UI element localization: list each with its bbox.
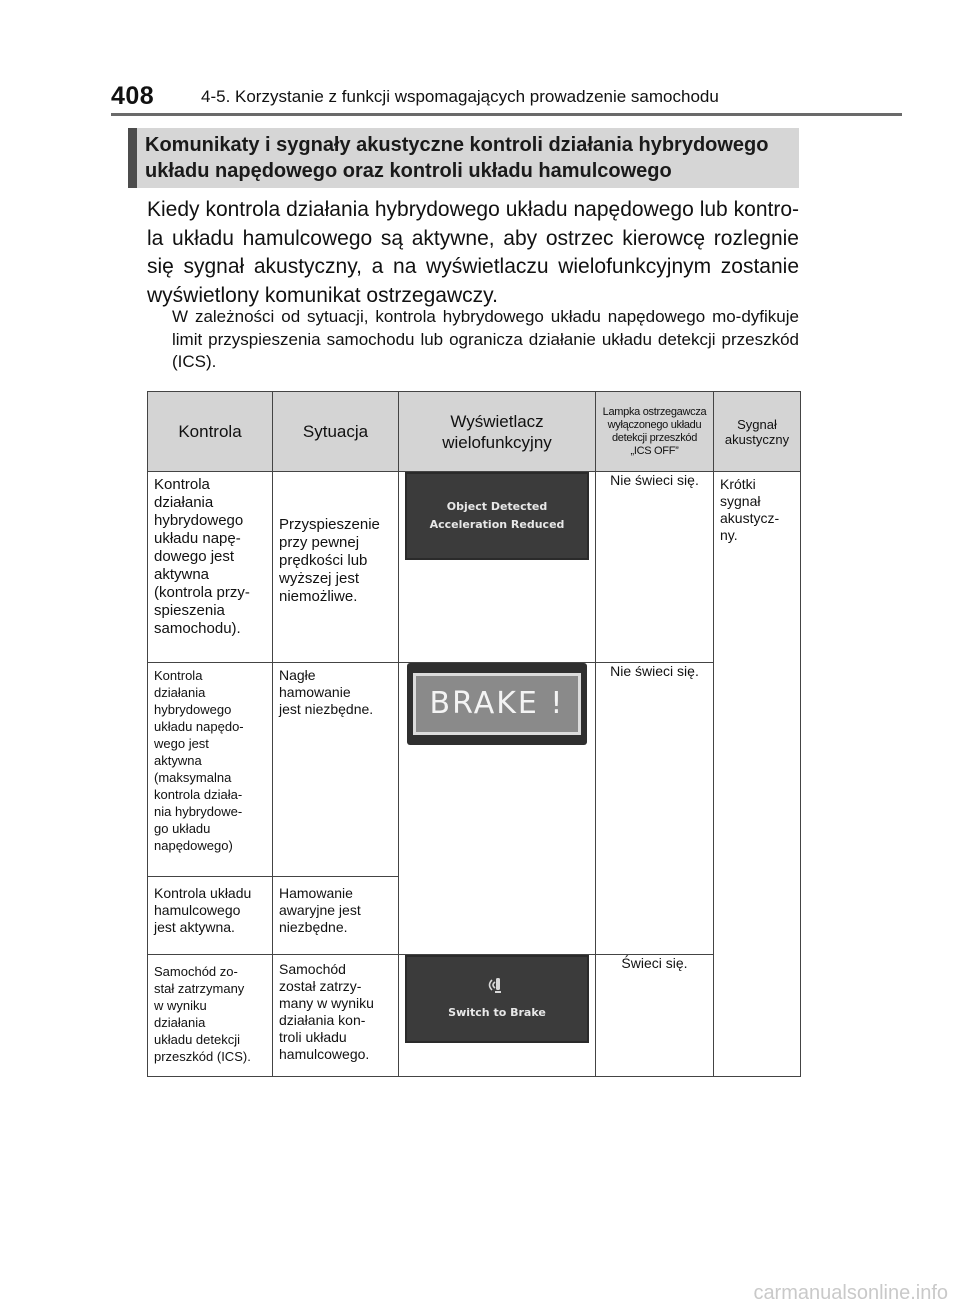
header-lamp-line3: detekcji przeszkód xyxy=(611,431,698,444)
row1-sytuacja-line: wyższej jest xyxy=(279,570,360,587)
row3-sytuacja xyxy=(273,877,399,955)
row2-sytuacja-line: Nagłe xyxy=(279,667,316,683)
display-brake xyxy=(407,663,587,745)
row1-sytuacja xyxy=(273,472,399,663)
row1-kontrola-line: spieszenia xyxy=(154,602,225,619)
display-object-detected-line1: Object Detected xyxy=(446,500,548,513)
watermark: carmanualsonline.info xyxy=(753,1282,948,1304)
row1-kontrola-line: układu napę- xyxy=(154,530,241,547)
row4-kontrola-line: stał zatrzymany xyxy=(154,981,245,996)
row3-kontrola-line: hamulcowego xyxy=(154,902,241,918)
sound-line: sygnał xyxy=(720,493,761,509)
row2-sytuacja-line: jest niezbędne. xyxy=(279,701,374,717)
row4-sytuacja-line: Samochód xyxy=(279,961,346,977)
row3-sytuacja-line: awaryjne jest xyxy=(279,902,361,918)
header-display-line2: wielofunkcyjny xyxy=(442,432,552,452)
row2-kontrola xyxy=(148,663,273,877)
row1-kontrola-line: samochodu). xyxy=(154,620,241,637)
row2-kontrola-line: kontrola działa- xyxy=(154,787,243,802)
control-messages-table xyxy=(147,391,801,1077)
row4-kontrola xyxy=(148,955,273,1077)
row1-sytuacja-line: Przyspieszenie xyxy=(279,516,380,533)
row3-sytuacja-line: Hamowanie xyxy=(279,885,353,901)
section-title-line2: układu napędowego oraz kontroli układu hamulcowego xyxy=(145,160,672,182)
display-switch-to-brake xyxy=(405,955,589,1043)
row2-kontrola-line: go układu xyxy=(154,821,211,836)
row1-kontrola-line: (kontrola przy- xyxy=(154,584,250,601)
row1-display xyxy=(399,472,596,663)
row3-sytuacja-line: niezbędne. xyxy=(279,919,348,935)
row4-lamp xyxy=(596,955,714,1077)
row2-sytuacja-line: hamowanie xyxy=(279,684,351,700)
row2-lamp xyxy=(596,663,714,955)
header-lamp-line2: wyłączonego układu xyxy=(607,418,702,431)
row4-kontrola-line: Samochód zo- xyxy=(154,964,238,979)
row2-kontrola-line: aktywna xyxy=(154,753,202,768)
header-sytuacja: Sytuacja xyxy=(273,392,399,472)
row2-kontrola-line: wego jest xyxy=(154,736,209,751)
row4-sytuacja-line: działania kon- xyxy=(279,1012,366,1028)
row2-kontrola-line: hybrydowego xyxy=(154,702,232,717)
table-row xyxy=(148,955,801,1077)
note-paragraph: W zależności od sytuacji, kontrola hybrydowego układu napędowego mo-dyfikuje limit przyspieszenia samochodu lub ogranicza działanie układu detekcji przeszkód (ICS). xyxy=(172,307,799,371)
header-display-line1: Wyświetlacz xyxy=(450,411,544,431)
header-lamp-line4: „ICS OFF” xyxy=(630,444,679,457)
sound-line: Krótki xyxy=(720,476,756,492)
row2-kontrola-line: Kontrola xyxy=(154,668,203,683)
row3-kontrola-line: Kontrola układu xyxy=(154,885,252,901)
chapter-title: 4-5. Korzystanie z funkcji wspomagających prowadzenie samochodu xyxy=(201,87,719,106)
row4-sytuacja-line: hamulcowego. xyxy=(279,1046,370,1062)
row4-sytuacja-line: many w wyniku xyxy=(279,995,374,1011)
display-switch-to-brake-text: Switch to Brake xyxy=(448,1006,546,1019)
row4-sytuacja-line: został zatrzy- xyxy=(279,978,362,994)
row2-kontrola-line: napędowego) xyxy=(154,838,233,853)
row2-display xyxy=(399,663,596,955)
display-object-detected-line2: Acceleration Reduced xyxy=(429,518,565,531)
row1-sytuacja-line: prędkości lub xyxy=(279,552,368,569)
header-rule xyxy=(111,113,902,116)
row4-kontrola-line: układu detekcji xyxy=(154,1032,240,1047)
row4-sytuacja xyxy=(273,955,399,1077)
row4-kontrola-line: przeszkód (ICS). xyxy=(154,1049,251,1064)
ics-indicator-icon xyxy=(487,976,507,998)
row1-lamp-text: Nie świeci się. xyxy=(610,472,699,488)
header-sound-line1: Sygnał xyxy=(737,416,777,432)
row2-sytuacja xyxy=(273,663,399,877)
row2-kontrola-line: (maksymalna xyxy=(154,770,232,785)
table-row xyxy=(148,472,801,663)
section-title-line1: Komunikaty i sygnały akustyczne kontroli działania hybrydowego xyxy=(145,134,769,156)
row4-sytuacja-line: troli układu xyxy=(279,1029,347,1045)
row2-kontrola-line: działania xyxy=(154,685,206,700)
row1-kontrola-line: aktywna xyxy=(154,566,210,583)
header-display xyxy=(399,392,596,472)
row2-lamp-text: Nie świeci się. xyxy=(610,663,699,679)
table-row xyxy=(148,663,801,877)
row4-display xyxy=(399,955,596,1077)
page-number: 408 xyxy=(111,82,155,110)
row1-sytuacja-line: niemożliwe. xyxy=(279,588,358,605)
display-brake-text: BRAKE ! xyxy=(413,673,581,735)
row1-lamp xyxy=(596,472,714,663)
table-header-row xyxy=(148,392,801,472)
sound-line: ny. xyxy=(720,527,738,543)
sound-cell xyxy=(714,472,801,1077)
row1-kontrola-line: hybrydowego xyxy=(154,512,244,529)
row4-lamp-text: Świeci się. xyxy=(621,955,688,971)
header-sound xyxy=(714,392,801,472)
row1-kontrola-line: działania xyxy=(154,494,214,511)
row2-kontrola-line: układu napędo- xyxy=(154,719,244,734)
row1-kontrola xyxy=(148,472,273,663)
display-object-detected xyxy=(405,472,589,560)
row2-kontrola-line: nia hybrydowe- xyxy=(154,804,243,819)
intro-paragraph: Kiedy kontrola działania hybrydowego układu napędowego lub kontro-la układu hamulcowego są aktywne, aby ostrzec kierowcę rozlegnie się sygnał akustyczny, a na wyświetlaczu wielofunkcyjnym zostanie wyświetlony komunikat ostrzegawczy. xyxy=(147,198,799,307)
row4-kontrola-line: działania xyxy=(154,1015,206,1030)
section-banner xyxy=(128,128,799,188)
header-kontrola: Kontrola xyxy=(148,392,273,472)
row1-sytuacja-line: przy pewnej xyxy=(279,534,360,551)
row1-kontrola-line: dowego jest xyxy=(154,548,235,565)
header-lamp xyxy=(596,392,714,472)
row3-kontrola xyxy=(148,877,273,955)
row1-kontrola-line: Kontrola xyxy=(154,476,210,493)
row4-kontrola-line: w wyniku xyxy=(154,998,207,1013)
sound-line: akustycz- xyxy=(720,510,780,526)
header-sound-line2: akustyczny xyxy=(724,431,790,447)
header-lamp-line1: Lampka ostrzegawcza xyxy=(602,405,707,418)
row3-kontrola-line: jest aktywna. xyxy=(154,919,235,935)
